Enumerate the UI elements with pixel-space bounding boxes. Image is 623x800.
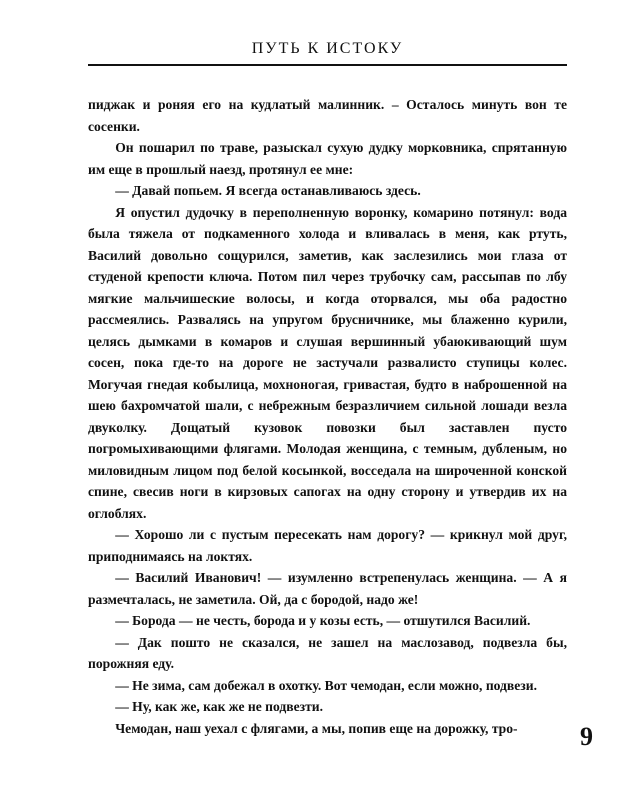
paragraph: Чемодан, наш уехал с флягами, а мы, попив еще на дорожку, тро-	[115, 720, 518, 736]
page-number: 9	[580, 722, 593, 751]
paragraph: Он пошарил по траве, разыскал сухую дудку морковника, спрятанную им еще в прошлый наезд, протянул ее мне:	[88, 140, 567, 177]
paragraph: — Борода — не честь, борода и у козы есть, — отшутился Василий.	[115, 613, 531, 628]
paragraph: — Не зима, сам добежал в охотку. Вот чемодан, если можно, подвези.	[115, 677, 538, 693]
header-rule	[88, 64, 567, 66]
paragraph: — Давай попьем. Я всегда останавливаюсь здесь.	[115, 183, 421, 198]
paragraph: — Ну, как же, как же не подвезти.	[115, 699, 324, 714]
paragraph: пиджак и роняя его на кудлатый малинник. – Осталось минуть вон те сосенки.	[88, 97, 567, 134]
body-text	[88, 94, 567, 739]
running-header: ПУТЬ К ИСТОКУ	[251, 40, 404, 57]
paragraph: — Хорошо ли с пустым пересекать нам дорогу? — крикнул мой друг, приподнимаясь на локтях.	[88, 527, 567, 564]
paragraph: Я опустил дудочку в переполненную воронку, комарино потянул: вода была тяжела от подкаменного холода и вливалась в меня, как ртуть, Василий довольно сощурился, заметив, как заслезились мои глаза от студеной крепости ключа. Потом пил через трубочку сам, рассыпав по лбу мягкие мальчишеские волосы, и когда оторвался, мы оба радостно рассмеялись. Развалясь на упругом брусничнике, мы блаженно курили, целясь дымками в комаров и слушая вершинный убаюкивающий шум сосен, пока где-то на дороге не застучали развалисто ступицы колес. Могучая гнедая кобылица, мохноногая, гривастая, будто в наброшенной на шею бахромчатой шали, с небрежным безразличием сильной лошади везла двуколку. Дощатый кузовок повозки был заставлен пусто погромыхивающими флягами. Молодая женщина, с темным, дубленым, но миловидным лицом под белой косынкой, восседала на широченной конской спине, свесив ноги в кирзовых сапогах на одну сторону и утвердив их на оглоблях.	[88, 204, 567, 521]
paragraph: — Дак пошто не сказался, не зашел на маслозавод, подвезла бы, порожняя еду.	[88, 634, 567, 671]
paragraph: — Василий Иванович! — изумленно встрепенулась женщина. — А я размечталась, не заметила. Ой, да с бородой, надо же!	[88, 570, 567, 607]
